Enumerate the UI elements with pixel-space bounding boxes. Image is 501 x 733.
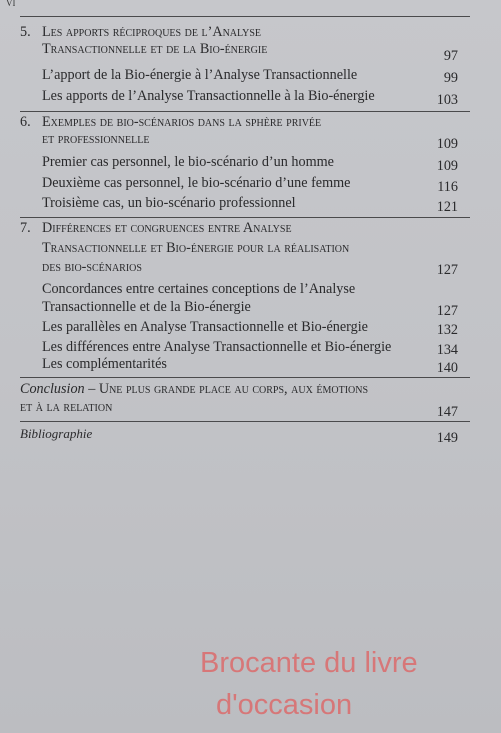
section-6-1-page: 109 (436, 158, 458, 174)
section-7-1-title-line-1: Concordances entre certaines conceptions de l’Analyse (42, 281, 356, 297)
section-6-3-title: Troisième cas, un bio-scénario professionnel (42, 195, 296, 211)
section-7-2-title: Les parallèles en Analyse Transactionnelle et Bio-énergie (42, 319, 368, 335)
section-7-2-page: 132 (436, 322, 458, 338)
conclusion-title-line-1: Une plus grande place au corps, aux émotions (98, 381, 369, 397)
section-7-4-page: 140 (436, 360, 458, 376)
watermark-line-2: d'occasion (216, 689, 353, 721)
watermark-line-1: Brocante du livre (200, 647, 418, 679)
conclusion-page: 147 (436, 404, 458, 420)
section-7-3-page: 134 (436, 342, 458, 358)
chapter-5-page: 97 (443, 48, 458, 64)
section-7-1-page: 127 (436, 303, 458, 319)
chapter-6-title-line-1: Exemples de bio-scénarios dans la sphère privée (42, 114, 322, 130)
chapter-6-number: 6. (20, 114, 31, 130)
rule-after-conclusion (20, 421, 470, 422)
chapter-7-title-line-2: Transactionnelle et Bio-énergie pour la réalisation (42, 240, 350, 256)
conclusion-label: Conclusion (20, 381, 85, 397)
bibliography-page: 149 (436, 430, 458, 446)
bibliography-label: Bibliographie (20, 426, 93, 441)
chapter-5-number: 5. (20, 24, 31, 40)
conclusion-title-line-2: et à la relation (20, 399, 113, 415)
rule-after-chapter-6 (20, 217, 470, 218)
section-5-1-title: L’apport de la Bio-énergie à l’Analyse Transactionnelle (42, 67, 358, 83)
chapter-6-title-line-2: et professionnelle (42, 131, 150, 147)
section-6-2-title: Deuxième cas personnel, le bio-scénario d’une femme (42, 175, 351, 191)
top-rule (20, 16, 470, 17)
section-6-2-page: 116 (437, 179, 458, 195)
chapter-7-title-line-3: des bio-scénarios (42, 259, 142, 275)
conclusion-separator: – (84, 381, 99, 397)
section-7-3-title: Les différences entre Analyse Transactionnelle et Bio-énergie (42, 339, 392, 355)
section-6-3-page: 121 (436, 199, 458, 215)
section-7-4-title: Les complémentarités (42, 356, 167, 372)
section-5-2-title: Les apports de l’Analyse Transactionnelle à la Bio-énergie (42, 88, 375, 104)
chapter-5-title-line-2: Transactionnelle et de la Bio-énergie (42, 41, 268, 57)
chapter-7-title-line-1: Différences et congruences entre Analyse (42, 220, 292, 236)
conclusion-entry (20, 381, 368, 398)
chapter-6-page: 109 (436, 136, 458, 152)
chapter-5-title-line-1: Les apports réciproques de l’Analyse (42, 24, 262, 40)
section-7-1-title-line-2: Transactionnelle et de la Bio-énergie (42, 299, 251, 315)
rule-after-chapter-7 (20, 377, 470, 378)
section-6-1-title: Premier cas personnel, le bio-scénario d’un homme (42, 154, 334, 170)
rule-after-chapter-5 (20, 111, 470, 112)
section-5-2-page: 103 (436, 92, 458, 108)
chapter-7-page: 127 (436, 262, 458, 278)
section-5-1-page: 99 (443, 70, 458, 86)
chapter-7-number: 7. (20, 220, 31, 236)
page-marker: VI (6, 0, 15, 6)
